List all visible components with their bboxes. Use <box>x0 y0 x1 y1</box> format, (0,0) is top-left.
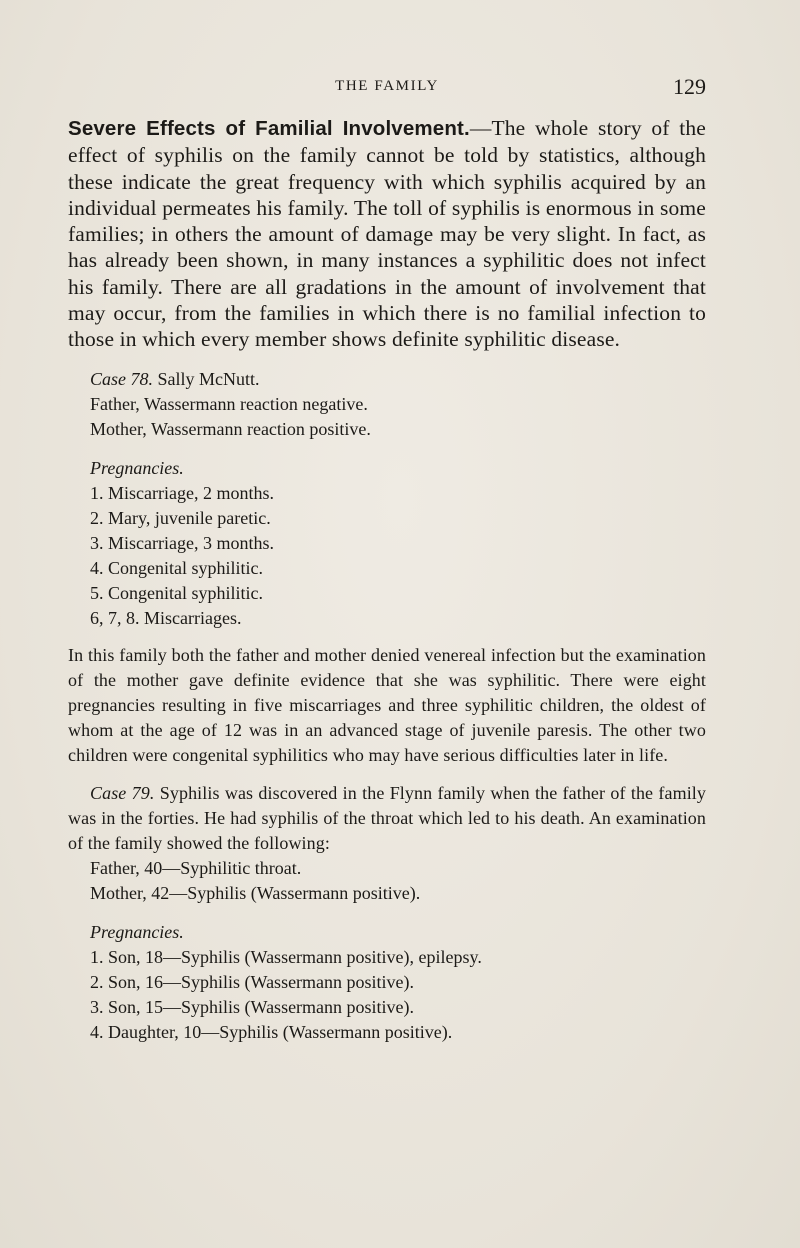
case-79-block <box>68 856 706 1045</box>
list-item: 6, 7, 8. Miscarriages. <box>90 607 242 628</box>
list-item: 5. Congenital syphilitic. <box>90 582 263 603</box>
case-78-block <box>68 367 706 631</box>
spacer <box>90 442 706 456</box>
list-item: 1. Son, 18—Syphilis (Wassermann positive), epilepsy. <box>90 947 482 968</box>
case-79-label: Case 79. <box>90 782 155 803</box>
list-item: 4. Congenital syphilitic. <box>90 557 263 578</box>
case-79-paragraph <box>68 781 706 857</box>
case-78-pregnancies-heading: Pregnancies. <box>90 457 184 478</box>
list-item: 3. Miscarriage, 3 months. <box>90 532 274 553</box>
case-78-name: Sally McNutt. <box>157 368 260 389</box>
case-79-mother: Mother, 42—Syphilis (Wassermann positive). <box>90 883 421 904</box>
case-78-mother: Mother, Wassermann reaction positive. <box>90 418 371 439</box>
page-number: 129 <box>673 74 706 99</box>
case-79-text: Syphilis was discovered in the Flynn family when the father of the family was in the forties. He had syphilis of the throat which led to his death. An examination of the family showed the following: <box>68 782 706 854</box>
case-78-label: Case 78. <box>90 368 153 389</box>
case-79-father: Father, 40—Syphilitic throat. <box>90 858 302 879</box>
list-item: 4. Daughter, 10—Syphilis (Wassermann positive). <box>90 1022 453 1043</box>
intro-text: —The whole story of the effect of syphilis on the family cannot be told by statistics, although these indicate the great frequency with which syphilis acquired by an individual permeates his family. The toll of syphilis is enormous in some families; in others the amount of damage may be very slight. In fact, as has already been shown, in many instances a syphilitic does not infect his family. There are all gradations in the amount of involvement that may occur, from the families in which there is no familial infection to those in which every member shows definite syphilitic disease. <box>68 116 706 352</box>
list-item: 2. Mary, juvenile paretic. <box>90 507 271 528</box>
section-heading: Severe Effects of Familial Involvement. <box>68 117 470 140</box>
list-item: 3. Son, 15—Syphilis (Wassermann positive). <box>90 997 415 1018</box>
spacer <box>90 906 706 920</box>
running-head: THE FAMILY <box>335 78 439 94</box>
case-78-father: Father, Wassermann reaction negative. <box>90 393 368 414</box>
intro-paragraph <box>68 115 706 353</box>
case-78-discussion: In this family both the father and mother denied venereal infection but the examination of the mother gave definite evidence that she was syphilitic. There were eight pregnancies resulting in five miscarriages and three syphilitic children, the oldest of whom at the age of 12 was in an advanced stage of juvenile paresis. The other two children were congenital syphilitics who may have serious difficulties later in life. <box>68 644 706 766</box>
page-header <box>68 74 706 104</box>
body-text <box>68 115 706 1045</box>
case-78-title <box>90 367 706 392</box>
list-item: 2. Son, 16—Syphilis (Wassermann positive). <box>90 972 415 993</box>
case-79-pregnancies-heading: Pregnancies. <box>90 922 184 943</box>
list-item: 1. Miscarriage, 2 months. <box>90 482 274 503</box>
